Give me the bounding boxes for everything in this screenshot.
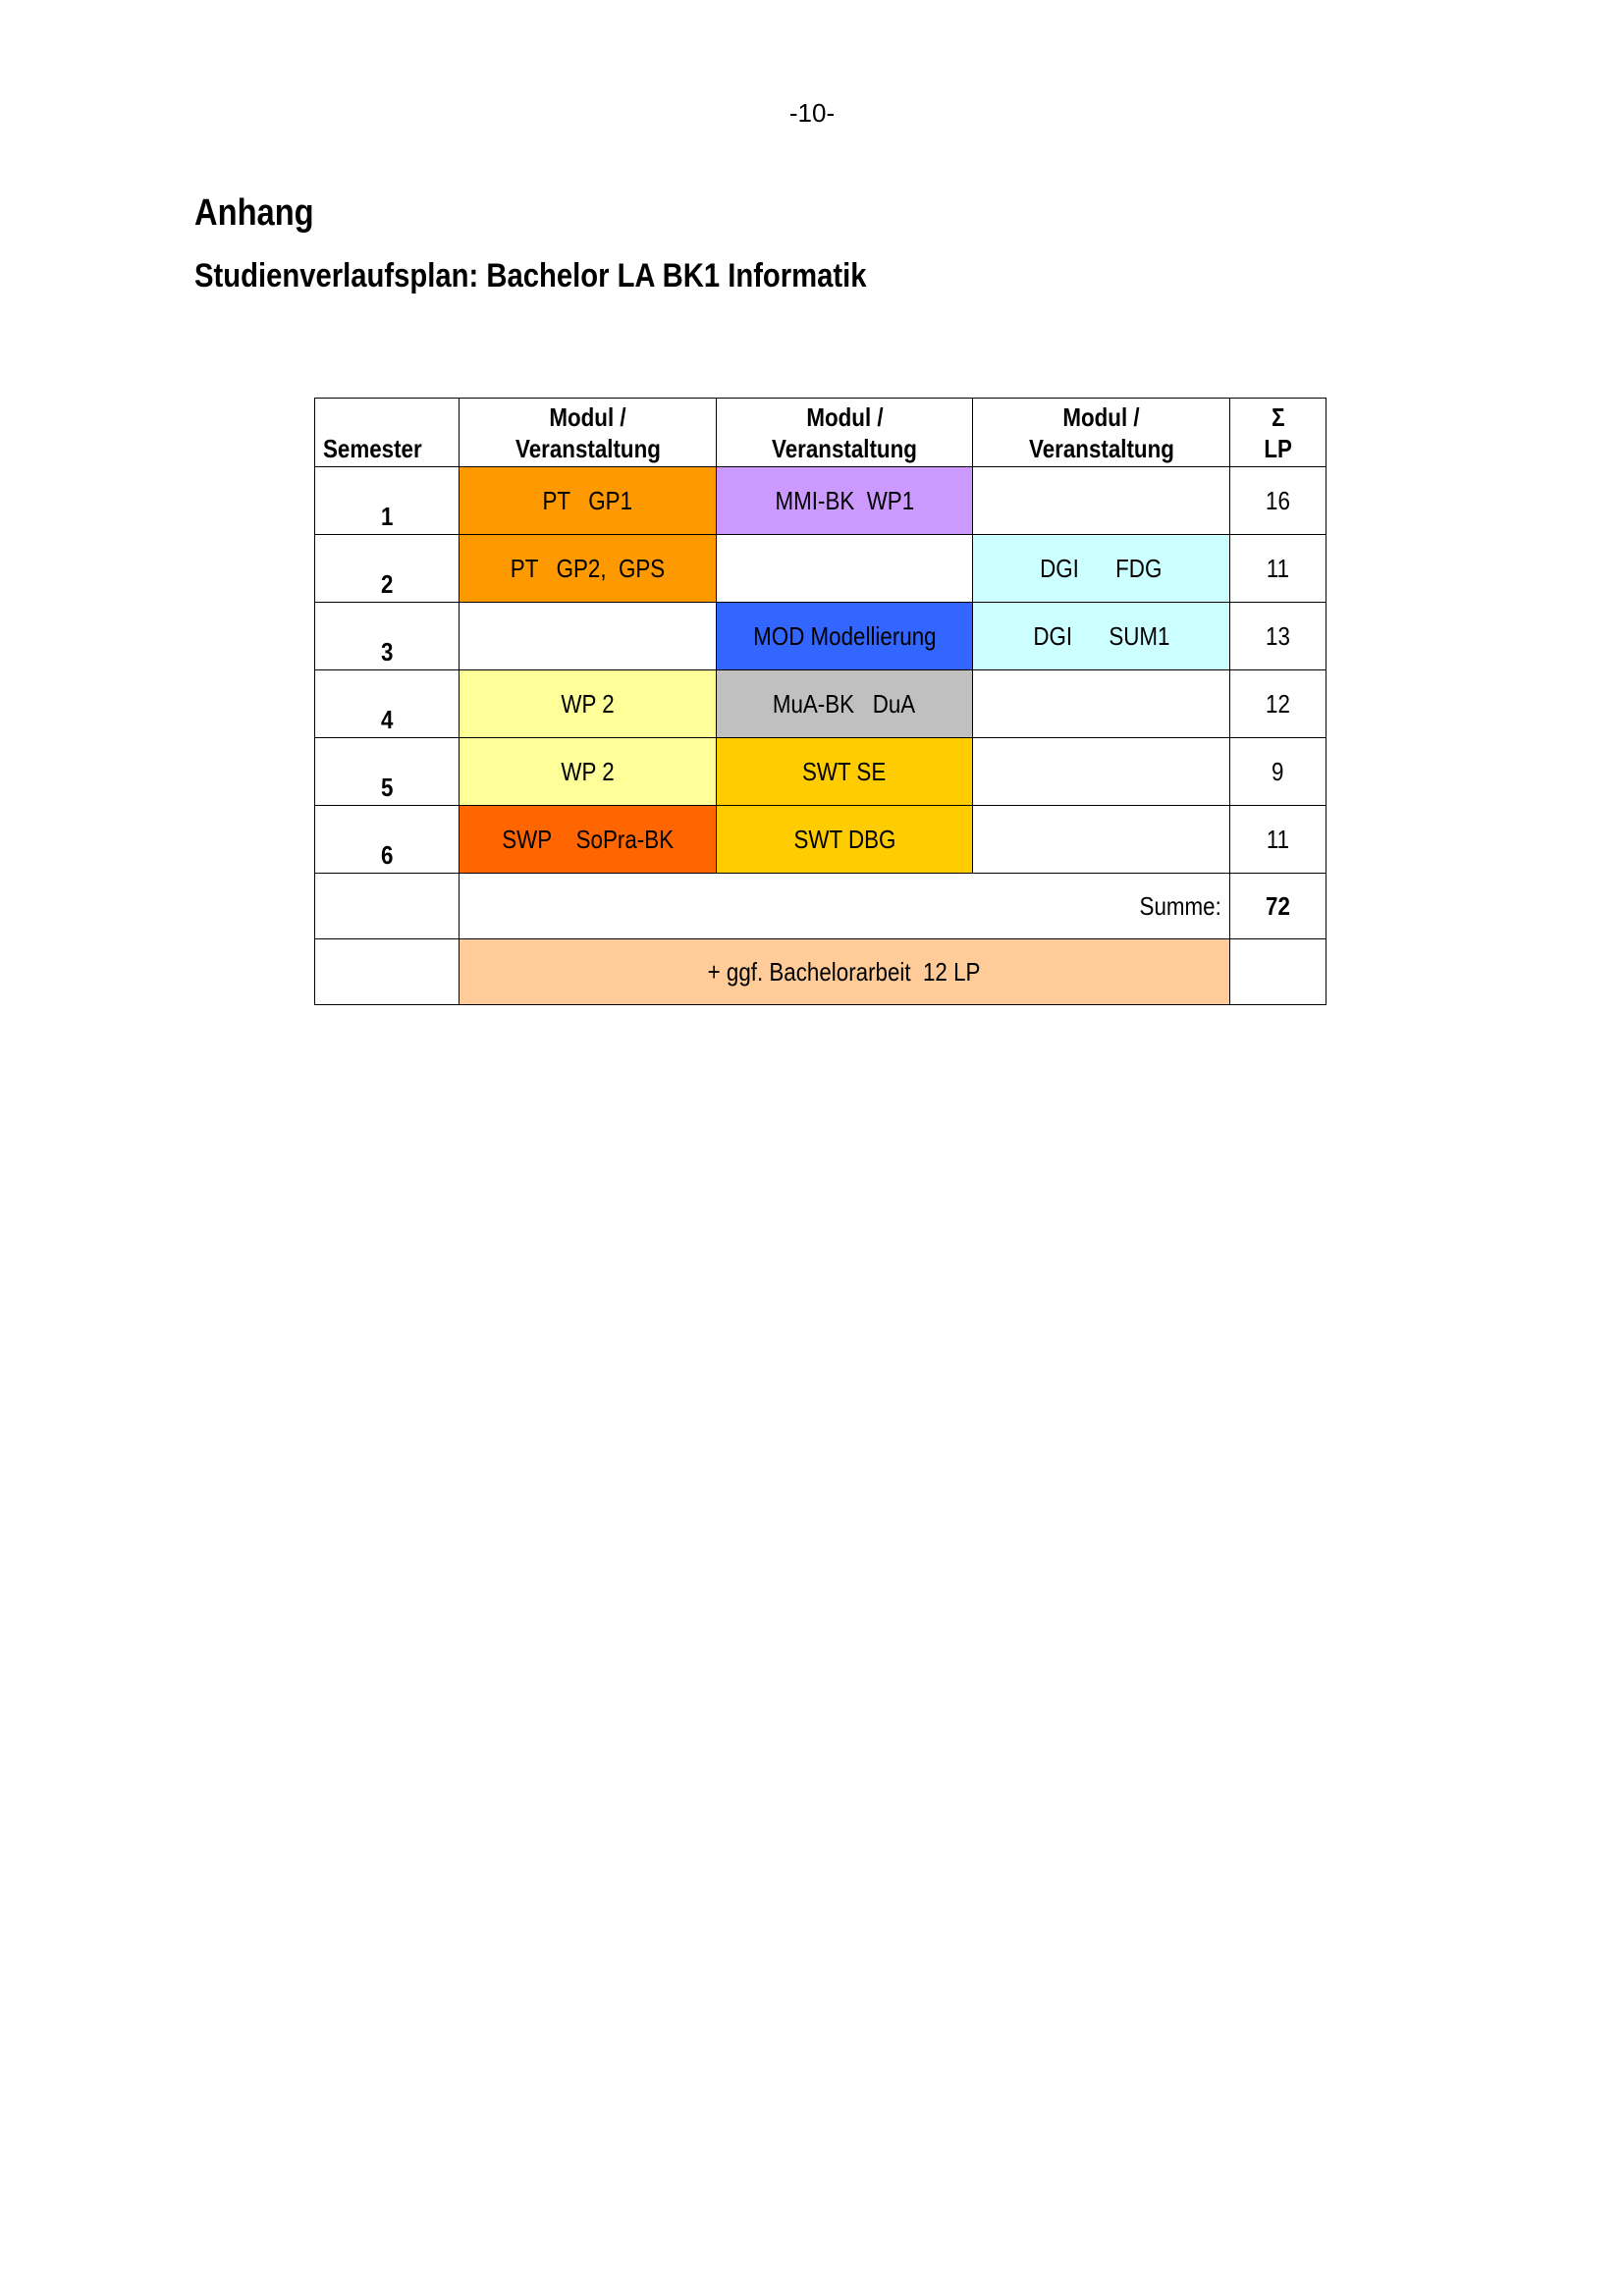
module-cell bbox=[973, 806, 1230, 874]
module-cell bbox=[717, 535, 973, 603]
sum-label: Summe: bbox=[460, 874, 1230, 939]
table-header-row bbox=[315, 399, 1326, 467]
section-subheading: Studienverlaufsplan: Bachelor LA BK1 Informatik bbox=[194, 257, 867, 294]
module-cell bbox=[973, 670, 1230, 738]
empty-cell bbox=[1230, 939, 1326, 1005]
module-cell: DGI FDG bbox=[973, 535, 1230, 603]
header-lp: Σ LP bbox=[1230, 399, 1326, 467]
lp-cell: 9 bbox=[1230, 738, 1326, 806]
semester-cell: 1 bbox=[315, 467, 460, 535]
table-row bbox=[315, 535, 1326, 603]
module-cell: MOD Modellierung bbox=[717, 603, 973, 670]
sum-value: 72 bbox=[1230, 874, 1326, 939]
semester-cell: 4 bbox=[315, 670, 460, 738]
table-row bbox=[315, 467, 1326, 535]
module-cell: PT GP1 bbox=[460, 467, 717, 535]
semester-cell: 6 bbox=[315, 806, 460, 874]
lp-cell: 11 bbox=[1230, 806, 1326, 874]
module-cell: MMI-BK WP1 bbox=[717, 467, 973, 535]
module-cell: SWT SE bbox=[717, 738, 973, 806]
lp-cell: 13 bbox=[1230, 603, 1326, 670]
table-row bbox=[315, 806, 1326, 874]
bachelor-row bbox=[315, 939, 1326, 1005]
table-row bbox=[315, 738, 1326, 806]
module-cell: SWP SoPra-BK bbox=[460, 806, 717, 874]
header-module-2: Modul / Veranstaltung bbox=[717, 399, 973, 467]
semester-cell: 3 bbox=[315, 603, 460, 670]
study-plan-table bbox=[314, 398, 1326, 1005]
bachelor-note: + ggf. Bachelorarbeit 12 LP bbox=[460, 939, 1230, 1005]
lp-cell: 11 bbox=[1230, 535, 1326, 603]
module-cell: WP 2 bbox=[460, 670, 717, 738]
header-semester: Semester bbox=[315, 399, 460, 467]
module-cell: PT GP2, GPS bbox=[460, 535, 717, 603]
module-cell bbox=[973, 467, 1230, 535]
module-cell: DGI SUM1 bbox=[973, 603, 1230, 670]
header-module-3: Modul / Veranstaltung bbox=[973, 399, 1230, 467]
page-number: -10- bbox=[788, 98, 836, 128]
empty-cell bbox=[315, 874, 460, 939]
header-module-1: Modul / Veranstaltung bbox=[460, 399, 717, 467]
module-cell bbox=[460, 603, 717, 670]
section-heading: Anhang bbox=[194, 192, 314, 234]
table-row bbox=[315, 670, 1326, 738]
semester-cell: 5 bbox=[315, 738, 460, 806]
module-cell: WP 2 bbox=[460, 738, 717, 806]
semester-cell: 2 bbox=[315, 535, 460, 603]
module-cell bbox=[973, 738, 1230, 806]
lp-cell: 12 bbox=[1230, 670, 1326, 738]
sum-row bbox=[315, 874, 1326, 939]
empty-cell bbox=[315, 939, 460, 1005]
table-row bbox=[315, 603, 1326, 670]
module-cell: MuA-BK DuA bbox=[717, 670, 973, 738]
lp-cell: 16 bbox=[1230, 467, 1326, 535]
module-cell: SWT DBG bbox=[717, 806, 973, 874]
